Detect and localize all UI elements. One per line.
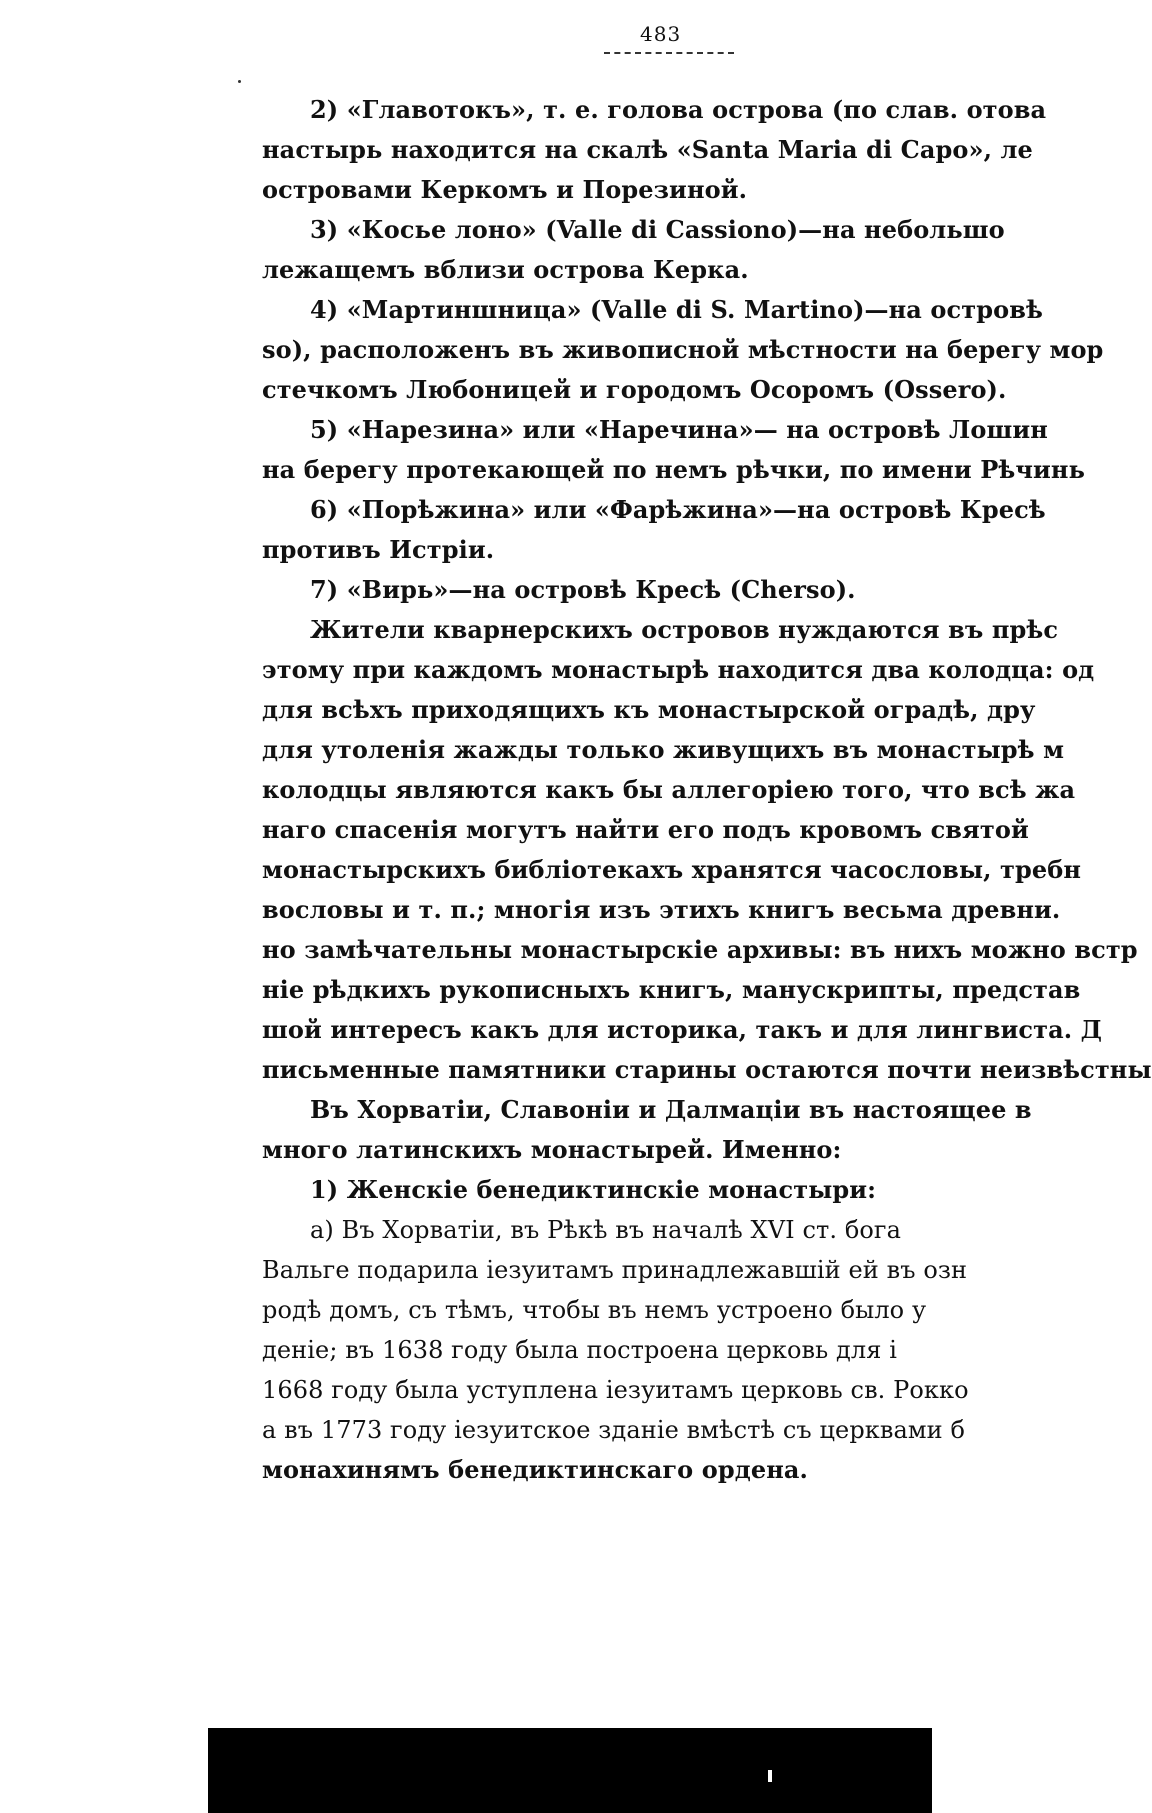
text-line: наго спасенія могутъ найти его подъ кровомъ святой [262, 815, 1029, 844]
scan-border-bar [208, 1728, 932, 1813]
text-line: 2) «Главотокъ», т. е. голова острова (по слав. отова [310, 95, 1047, 124]
text-line: Вальге подарила іезуитамъ принадлежавшій ей въ озн [262, 1256, 968, 1284]
text-line: монастырскихъ библіотекахъ хранятся часословы, требн [262, 855, 1082, 884]
text-line: на берегу протекающей по немъ рѣчки, по имени Рѣчинь [262, 455, 1085, 484]
text-line: для утоленія жажды только живущихъ въ монастырѣ м [262, 735, 1065, 764]
text-line: противъ Истріи. [262, 535, 495, 564]
text-line: 4) «Мартиншница» (Valle di S. Martino)—на островѣ [310, 295, 1043, 324]
text-line: для всѣхъ приходящихъ къ монастырской оградѣ, дру [262, 695, 1036, 724]
text-line: деніе; въ 1638 году была построена церковь для і [262, 1336, 898, 1364]
text-line: письменные памятники старины остаются почти неизвѣстны [262, 1055, 1152, 1084]
text-line: этому при каждомъ монастырѣ находится два колодца: од [262, 655, 1095, 684]
text-line: 1) Женскіе бенедиктинскіе монастыри: [310, 1175, 877, 1204]
text-line: 3) «Косье лоно» (Valle di Cassiono)—на небольшо [310, 215, 1005, 244]
text-line: вословы и т. п.; многія изъ этихъ книгъ весьма древни. [262, 895, 1061, 924]
page-number-rule [604, 52, 734, 54]
text-line: 5) «Нарезина» или «Наречина»— на островѣ Лошин [310, 415, 1048, 444]
text-line: 1668 году была уступлена іезуитамъ церковь св. Рокко [262, 1376, 969, 1404]
scan-border-mark [768, 1770, 772, 1782]
text-line: лежащемъ вблизи острова Керка. [262, 255, 749, 284]
text-line: 7) «Вирь»—на островѣ Кресѣ (Cherso). [310, 575, 856, 604]
text-line: Жители кварнерскихъ островов нуждаются въ прѣс [310, 615, 1059, 644]
text-line: много латинскихъ монастырей. Именно: [262, 1135, 842, 1164]
body-text [262, 90, 1152, 1490]
text-line: шой интересъ какъ для историка, такъ и для лингвиста. Д [262, 1015, 1103, 1044]
text-line: стечкомъ Любоницей и городомъ Осоромъ (Ossero). [262, 375, 1007, 404]
text-line: настырь находится на скалѣ «Santa Maria di Capo», ле [262, 135, 1033, 164]
text-line: Въ Хорватіи, Славоніи и Далмаціи въ настоящее в [310, 1095, 1032, 1124]
text-line: so), расположенъ въ живописной мѣстности на берегу мор [262, 335, 1104, 364]
text-line: но замѣчательны монастырскіе архивы: въ нихъ можно встр [262, 935, 1138, 964]
stray-ink-dot [238, 80, 241, 83]
text-line: родѣ домъ, съ тѣмъ, чтобы въ немъ устроено было у [262, 1296, 927, 1324]
text-line: монахинямъ бенедиктинскаго ордена. [262, 1455, 808, 1484]
text-line: а въ 1773 году іезуитское зданіе вмѣстѣ съ церквами б [262, 1416, 966, 1444]
text-line: 6) «Порѣжина» или «Фарѣжина»—на островѣ Кресѣ [310, 495, 1046, 524]
text-line: ніе рѣдкихъ рукописныхъ книгъ, манускрипты, представ [262, 975, 1081, 1004]
text-line: островами Керкомъ и Порезиной. [262, 175, 748, 204]
page-number: 483 [640, 22, 682, 46]
text-line: колодцы являются какъ бы аллегоріею того, что всѣ жа [262, 775, 1076, 804]
text-line: а) Въ Хорватіи, въ Рѣкѣ въ началѣ XVI ст. бога [310, 1216, 902, 1244]
